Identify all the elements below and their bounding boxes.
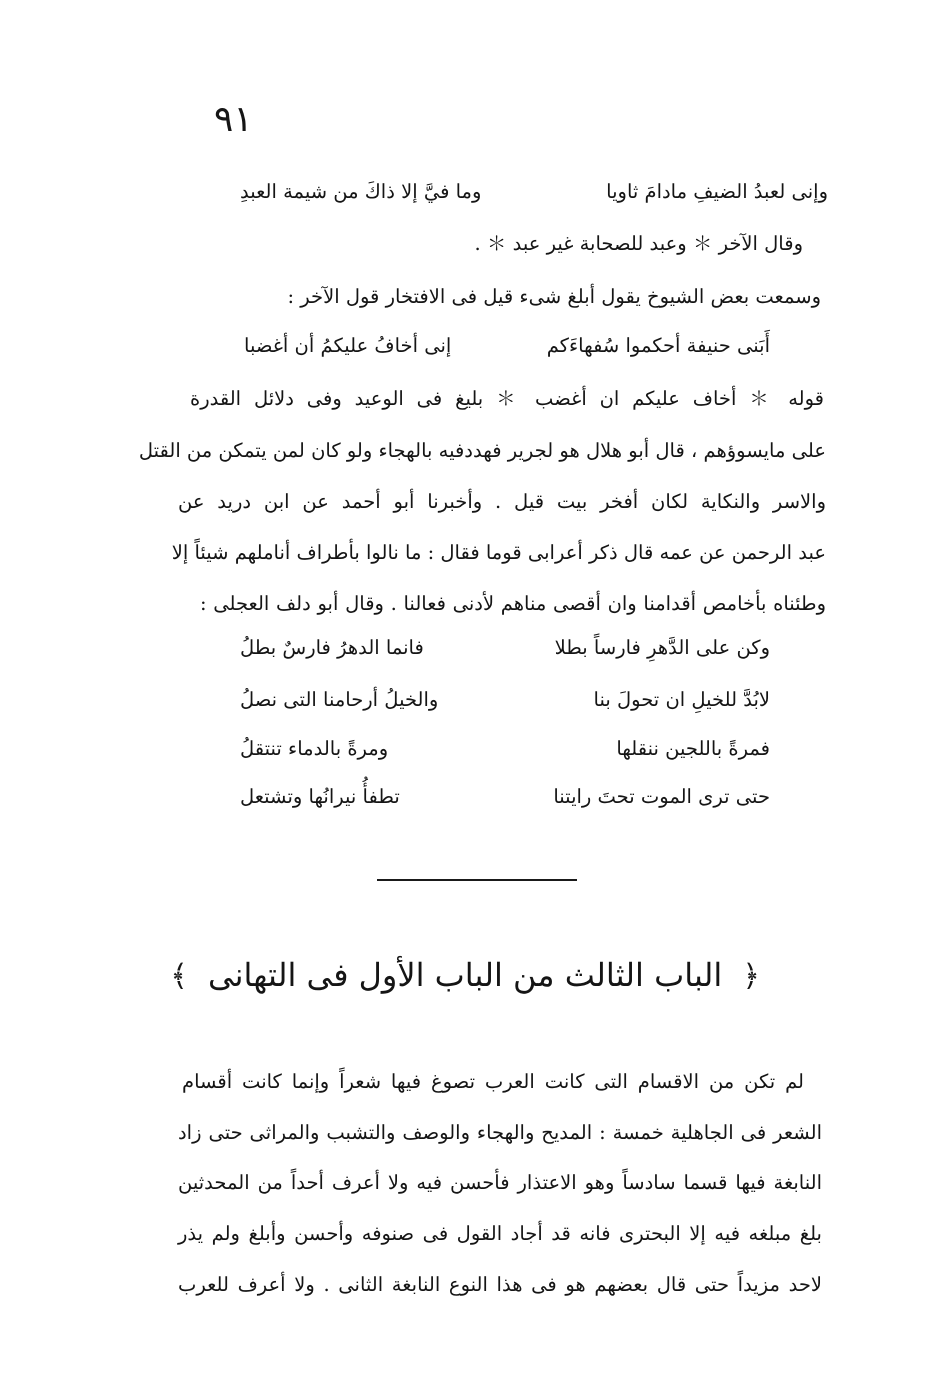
poem-hemistich-left: فانما الدهرُ فارسٌ بطلُ xyxy=(240,636,424,659)
paragraph-line: لم تكن من الاقسام التى كانت العرب تصوغ فيها شعراً وإنما كانت أقسام xyxy=(182,1070,804,1093)
poem-hemistich-right: وكن على الدَّهرِ فارساً بطلا xyxy=(554,636,770,659)
paragraph-line: بلغ مبلغه فيه إلا البحترى فانه قد أجاد القول فى صنوفه وأحسن وأبلغ ولم يذر xyxy=(178,1222,822,1245)
paragraph-line: والاسر والنكاية لكان أفخر بيت قيل . وأخبرنا أبو أحمد عن ابن دريد عن xyxy=(178,490,826,513)
second-verse xyxy=(244,331,770,361)
poem-verse xyxy=(240,782,770,812)
chapter-heading xyxy=(170,950,770,1002)
poem-hemistich-right: فمرةً باللجين ننقلها xyxy=(616,737,770,760)
paragraph-line: وطئناه بأخامص أقدامنا وان أقصى مناهم لأدنى فعالنا . وقال أبو دلف العجلى : xyxy=(200,592,826,615)
paragraph-line: على مايسوؤهم ، قال أبو هلال هو لجرير فهددفيه بالهجاء ولو كان لمن يتمكن من القتل xyxy=(138,439,826,462)
poem-hemistich-left: ومرةً بالدماء تنتقلُ xyxy=(240,737,389,760)
second-verse-left: إنى أخافُ عليكمُ أن أغضبا xyxy=(244,334,452,357)
heading-open-ornament: ﴿ xyxy=(742,959,760,994)
opening-verse-right: وإنى لعبدُ الضيفِ مادامَ ثاويا xyxy=(606,180,828,203)
poem-hemistich-left: تطفأُ نيرانُها وتشتعل xyxy=(240,785,400,808)
paragraph-line: النابغة فيها قسما سادساً وهو الاعتذار فأحسن فيه ولا أعرف أحداً من المحدثين xyxy=(178,1171,822,1194)
poem-verse xyxy=(240,734,770,764)
paragraph-line: الشعر فى الجاهلية خمسة : المديح والهجاء والوصف والتشبب والمراثى حتى زاد xyxy=(178,1121,822,1144)
section-divider xyxy=(377,879,577,881)
quote-line: وقال الآخر ＊ وعبد للصحابة غير عبد ＊ . xyxy=(474,232,803,255)
poem-hemistich-left: والخيلُ أرحامنا التى نصلُ xyxy=(240,688,439,711)
poem-hemistich-right: حتى ترى الموت تحتَ رايتنا xyxy=(553,785,770,808)
paragraph-line: قوله ＊ أخاف عليكم ان أغضب ＊ بليغ فى الوعيد وفى دلائل القدرة xyxy=(190,387,824,410)
chapter-title: الباب الثالث من الباب الأول فى التهانى xyxy=(207,956,723,994)
poem-verse xyxy=(240,685,770,715)
opening-verse xyxy=(240,177,828,207)
paragraph-line: لاحد مزيداً حتى قال بعضهم هو فى هذا النوع النابغة الثانى . ولا أعرف للعرب xyxy=(178,1273,822,1296)
page-number: ٩١ xyxy=(214,99,253,140)
opening-verse-left: وما فيَّ إلا ذاكَ من شيمة العبدِ xyxy=(240,180,482,203)
quote-line: وسمعت بعض الشيوخ يقول أبلغ شىء قيل فى الافتخار قول الآخر : xyxy=(287,285,821,308)
heading-close-ornament: ﴾ xyxy=(170,959,188,994)
poem-hemistich-right: لابُدَّ للخيلِ ان تحولَ بنا xyxy=(593,688,770,711)
poem-verse xyxy=(240,633,770,663)
second-verse-right: أَبَنى حنيفة أحكموا سُفهاءَكم xyxy=(546,334,770,357)
paragraph-line: عبد الرحمن عن عمه قال ذكر أعرابى قوما فقال : ما نالوا بأطراف أناملهم شيئاً إلا xyxy=(171,541,826,564)
